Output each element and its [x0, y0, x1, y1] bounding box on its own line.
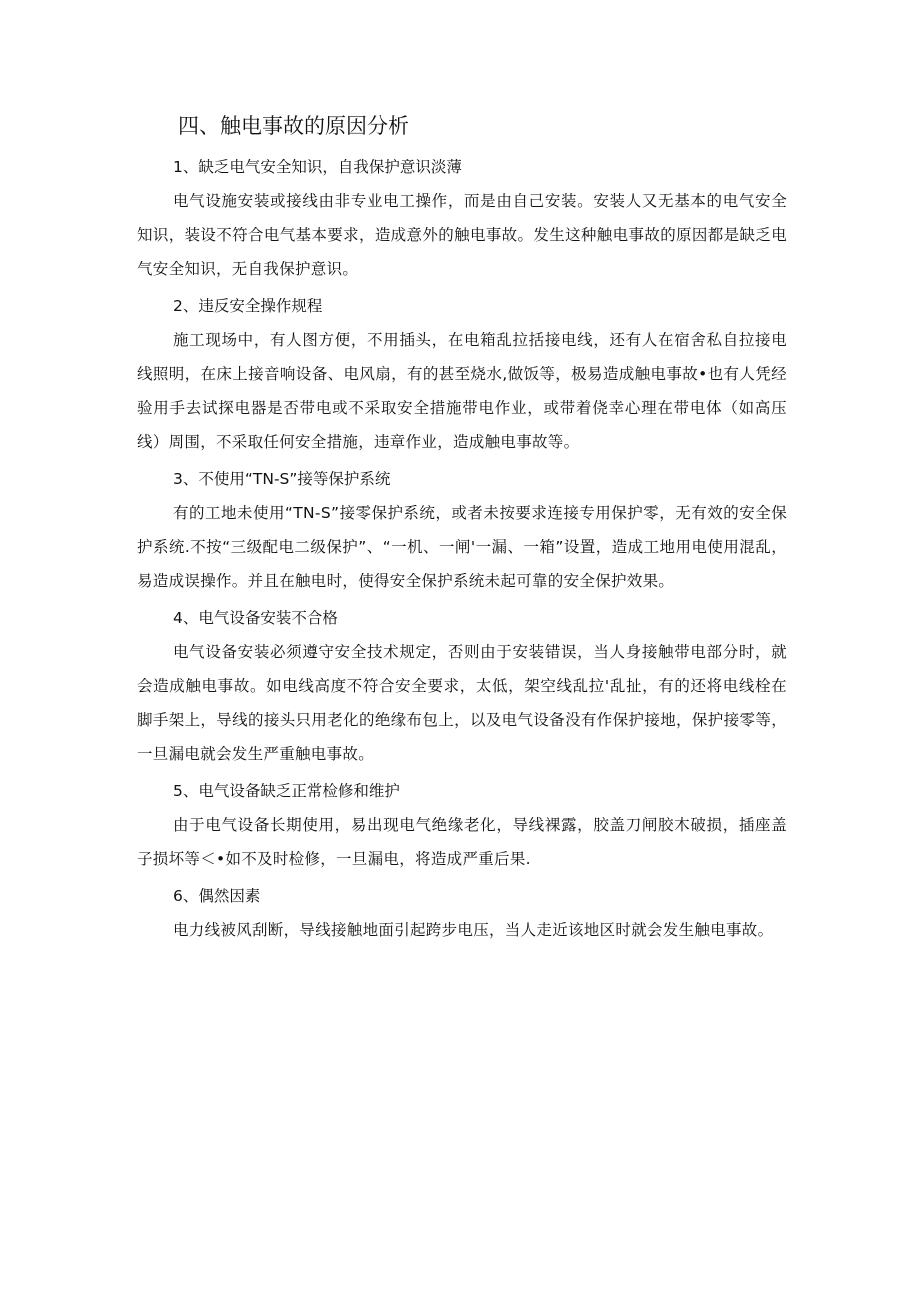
document-body [137, 150, 787, 947]
section-heading: 4、电气设备安装不合格 [173, 609, 338, 627]
document-title: 四、触电事故的原因分析 [178, 114, 409, 138]
section-paragraph: 由于电气设备长期使用，易出现电气绝缘老化，导线裸露，胶盖刀闸胶木破损，插座盖子损坏等＜•如不及时检修，一旦漏电，将造成严重后果. [137, 816, 787, 868]
section-heading: 1、缺乏电气安全知识，自我保护意识淡薄 [173, 158, 462, 176]
section-paragraph: 有的工地未使用“TN-S”接零保护系统，或者未按要求连接专用保护零，无有效的安全保护系统.不按“三级配电二级保护”、“一机、一闸'一漏、一箱”设置，造成工地用电使用混乱，易造成误操作。并且在触电时，使得安全保护系统未起可靠的安全保护效果。 [137, 504, 787, 590]
section-heading: 5、电气设备缺乏正常检修和维护 [173, 782, 400, 800]
section-paragraph: 电气设备安装必须遵守安全技术规定，否则由于安装错误，当人身接触带电部分时，就会造成触电事故。如电线高度不符合安全要求，太低，架空线乱拉'乱扯，有的还将电线栓在脚手架上，导线的接头只用老化的绝缘布包上，以及电气设备没有作保护接地，保护接零等，一旦漏电就会发生严重触电事故。 [137, 643, 787, 763]
section-paragraph: 施工现场中，有人图方便，不用插头，在电箱乱拉括接电线，还有人在宿舍私自拉接电线照明，在床上接音响设备、电风扇，有的甚至烧水,做饭等，极易造成触电事故•也有人凭经验用手去试探电器是否带电或不采取安全措施带电作业，或带着侥幸心理在带电体（如高压线）周围，不采取任何安全措施，违章作业，造成触电事故等。 [137, 331, 787, 451]
section-heading: 6、偶然因素 [173, 887, 261, 905]
section-heading: 2、违反安全操作规程 [173, 297, 323, 315]
section-heading: 3、不使用“TN-S”接等保护系统 [173, 470, 391, 488]
section-paragraph: 电气设施安装或接线由非专业电工操作，而是由自己安装。安装人又无基本的电气安全知识，装设不符合电气基本要求，造成意外的触电事故。发生这种触电事故的原因都是缺乏电气安全知识，无自我保护意识。 [137, 192, 787, 278]
section-paragraph: 电力线被风刮断，导线接触地面引起跨步电压，当人走近该地区时就会发生触电事故。 [173, 921, 774, 939]
